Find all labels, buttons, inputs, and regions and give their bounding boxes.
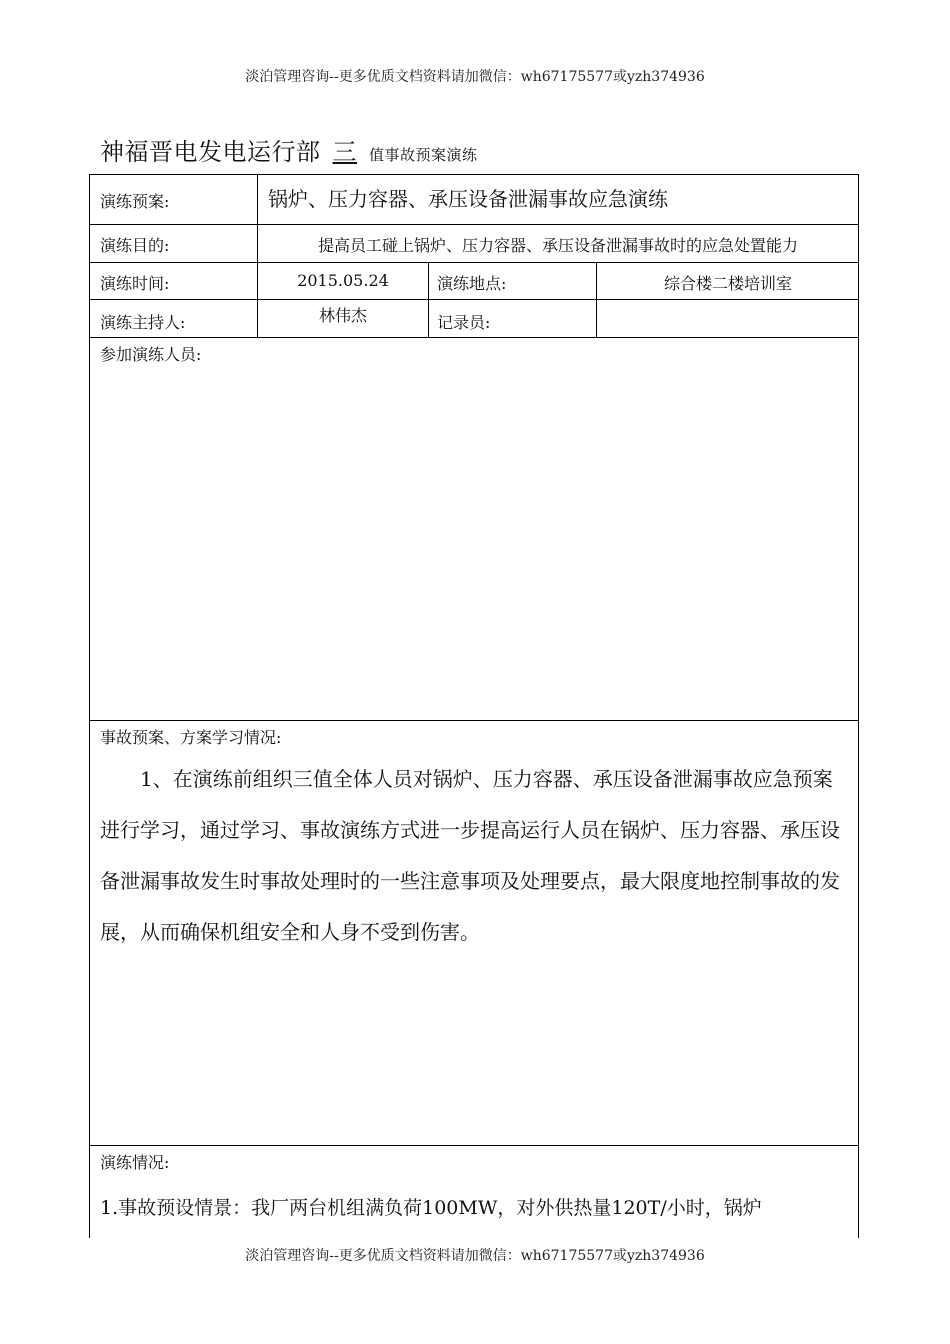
study-text bbox=[100, 754, 852, 958]
time-label: 演练时间: bbox=[100, 274, 170, 293]
host-value: 林伟杰 bbox=[318, 306, 367, 325]
header-note: 淡泊管理咨询--更多优质文档资料请加微信：wh67175577或yzh374936 bbox=[245, 69, 705, 85]
row-divider bbox=[89, 720, 859, 721]
page-title bbox=[100, 132, 478, 167]
title-prefix: 神福晋电发电运行部 bbox=[100, 138, 321, 166]
purpose-label: 演练目的: bbox=[100, 236, 170, 255]
footer-note: 淡泊管理咨询--更多优质文档资料请加微信：wh67175577或yzh374936 bbox=[245, 1248, 705, 1264]
plan-value: 锅炉、压力容器、承压设备泄漏事故应急演练 bbox=[268, 187, 668, 211]
study-paragraph: 1、在演练前组织三值全体人员对锅炉、压力容器、承压设备泄漏事故应急预案进行学习，通过学习、事故演练方式进一步提高运行人员在锅炉、压力容器、承压设备泄漏事故发生时事故处理时的一些注意事项及处理要点，最大限度地控制事故的发展，从而确保机组安全和人身不受到伤害。 bbox=[100, 767, 840, 944]
drill-text: 1.事故预设情景：我厂两台机组满负荷100MW，对外供热量120T/小时，锅炉 bbox=[100, 1197, 762, 1219]
location-value: 综合楼二楼培训室 bbox=[663, 274, 792, 293]
row-divider bbox=[89, 299, 859, 300]
row-divider bbox=[89, 1145, 859, 1146]
location-label: 演练地点: bbox=[437, 274, 507, 293]
title-shift-number: 三 bbox=[332, 138, 357, 166]
column-divider bbox=[428, 262, 429, 337]
participants-label: 参加演练人员: bbox=[100, 345, 202, 364]
row-divider bbox=[89, 262, 859, 263]
time-value: 2015.05.24 bbox=[297, 271, 389, 290]
drill-form-table bbox=[89, 174, 859, 1238]
plan-label: 演练预案: bbox=[100, 192, 170, 211]
title-suffix: 值事故预案演练 bbox=[369, 146, 478, 164]
row-divider bbox=[89, 337, 859, 338]
purpose-value: 提高员工碰上锅炉、压力容器、承压设备泄漏事故时的应急处置能力 bbox=[317, 236, 798, 255]
study-label: 事故预案、方案学习情况: bbox=[100, 728, 282, 747]
host-label: 演练主持人: bbox=[100, 313, 186, 332]
drill-label: 演练情况: bbox=[100, 1153, 170, 1172]
recorder-label: 记录员: bbox=[437, 313, 491, 332]
row-divider bbox=[89, 224, 859, 225]
